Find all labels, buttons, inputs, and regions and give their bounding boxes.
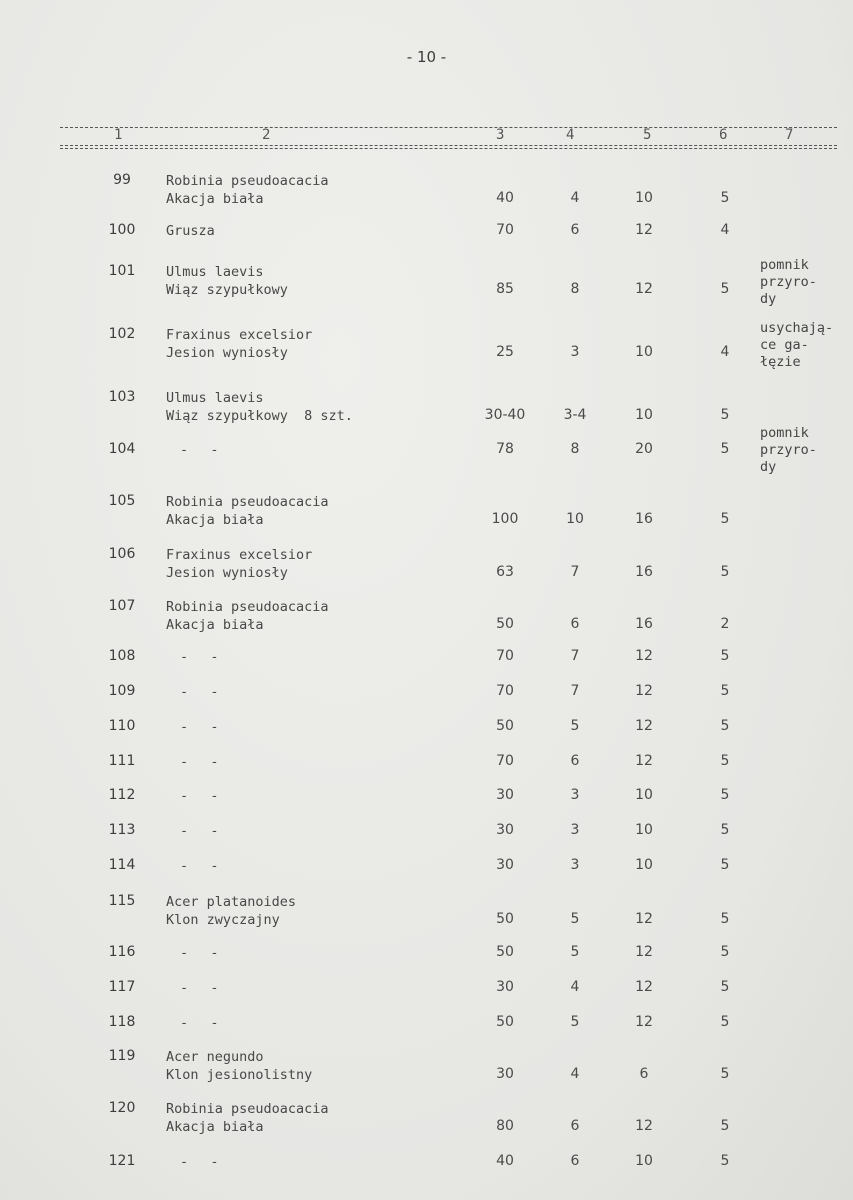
row-number: 107: [108, 598, 136, 614]
species-name: [166, 787, 221, 805]
column-5-value: 10: [635, 1153, 653, 1169]
column-header-3: 3: [496, 127, 505, 143]
column-3-value: 80: [496, 1118, 514, 1134]
species-name: [166, 753, 221, 771]
column-5-value: 12: [635, 683, 653, 699]
row-number: 106: [108, 546, 136, 562]
column-4-value: 5: [570, 718, 580, 734]
species-name: [166, 1014, 221, 1032]
species-name: [166, 598, 329, 634]
column-6-value: 5: [720, 683, 730, 699]
column-4-value: 8: [570, 281, 580, 297]
column-6-value: 4: [720, 222, 730, 238]
row-number: 114: [108, 857, 136, 873]
species-name-line-1: - -: [180, 1015, 221, 1031]
species-name-line-2: Wiąz szypułkowy 8 szt.: [166, 408, 353, 424]
species-name: [166, 857, 221, 875]
species-name: [166, 683, 221, 701]
column-6-value: 5: [720, 648, 730, 664]
column-5-value: 12: [635, 222, 653, 238]
species-name: [166, 1048, 312, 1084]
row-number: 101: [108, 263, 136, 279]
column-3-value: 50: [496, 911, 514, 927]
column-5-value: 10: [635, 344, 653, 360]
page-number: - 10 -: [406, 48, 447, 66]
column-3-value: 25: [496, 344, 514, 360]
species-name-line-2: Wiąz szypułkowy: [166, 282, 288, 298]
column-4-value: 10: [566, 511, 584, 527]
column-4-value: 6: [570, 222, 580, 238]
column-6-value: 5: [720, 564, 730, 580]
column-6-value: 5: [720, 1118, 730, 1134]
column-header-5: 5: [643, 127, 652, 143]
column-5-value: 16: [635, 511, 653, 527]
remarks-note-line: ce ga-: [760, 337, 809, 353]
row-number: 111: [108, 753, 136, 769]
species-name: [166, 822, 221, 840]
column-6-value: 5: [720, 441, 730, 457]
column-3-value: 30: [496, 787, 514, 803]
column-6-value: 5: [720, 822, 730, 838]
species-name-line-1: - -: [180, 754, 221, 770]
column-6-value: 5: [720, 1014, 730, 1030]
species-name-line-1: Acer platanoides: [166, 894, 297, 910]
column-4-value: 6: [570, 616, 580, 632]
species-name: [166, 893, 296, 929]
column-4-value: 4: [570, 1066, 580, 1082]
column-5-value: 10: [635, 822, 653, 838]
column-6-value: 4: [720, 344, 730, 360]
column-header-4: 4: [566, 127, 575, 143]
column-6-value: 5: [720, 511, 730, 527]
remarks-note-line: usychają-: [760, 320, 834, 336]
species-name: [166, 389, 353, 425]
column-6-value: 5: [720, 190, 730, 206]
remarks-note-line: przyro-: [760, 442, 817, 458]
row-number: 102: [108, 326, 136, 342]
column-5-value: 10: [635, 787, 653, 803]
column-5-value: 12: [635, 718, 653, 734]
remarks-note: [760, 320, 833, 371]
column-5-value: 12: [635, 281, 653, 297]
remarks-note-line: łęzie: [760, 354, 801, 370]
species-name-line-1: - -: [180, 1154, 221, 1170]
row-number: 121: [108, 1153, 136, 1169]
row-number: 108: [108, 648, 136, 664]
row-number: 115: [108, 893, 136, 909]
column-3-value: 100: [491, 511, 519, 527]
column-header-2: 2: [262, 127, 271, 143]
column-4-value: 5: [570, 944, 580, 960]
row-number: 112: [108, 787, 136, 803]
species-name: [166, 222, 215, 240]
remarks-note-line: dy: [760, 291, 777, 307]
column-6-value: 2: [720, 616, 730, 632]
column-4-value: 8: [570, 441, 580, 457]
species-name: [166, 979, 221, 997]
column-4-value: 4: [570, 190, 580, 206]
column-4-value: 6: [570, 1118, 580, 1134]
column-3-value: 50: [496, 944, 514, 960]
species-name: [166, 493, 329, 529]
remarks-note-line: przyro-: [760, 274, 817, 290]
species-name-line-2: Akacja biała: [166, 1119, 264, 1135]
column-header-7: 7: [785, 127, 794, 143]
column-4-value: 4: [570, 979, 580, 995]
species-name-line-1: - -: [180, 945, 221, 961]
species-name-line-2: Akacja biała: [166, 617, 264, 633]
column-6-value: 5: [720, 1066, 730, 1082]
species-name: [166, 1100, 329, 1136]
row-number: 118: [108, 1014, 136, 1030]
column-5-value: 12: [635, 911, 653, 927]
column-3-value: 30: [496, 979, 514, 995]
species-name-line-1: Acer negundo: [166, 1049, 264, 1065]
species-name-line-1: Robinia pseudoacacia: [166, 1101, 329, 1117]
species-name-line-2: Akacja biała: [166, 191, 264, 207]
remarks-note-line: pomnik: [760, 257, 809, 273]
column-5-value: 12: [635, 979, 653, 995]
column-6-value: 5: [720, 944, 730, 960]
species-name-line-1: Ulmus laevis: [166, 264, 264, 280]
row-number: 117: [108, 979, 136, 995]
species-name: [166, 326, 312, 362]
species-name: [166, 1153, 221, 1171]
column-4-value: 7: [570, 648, 580, 664]
column-6-value: 5: [720, 281, 730, 297]
column-3-value: 50: [496, 616, 514, 632]
column-6-value: 5: [720, 857, 730, 873]
species-name: [166, 944, 221, 962]
species-name: [166, 172, 329, 208]
remarks-note-line: pomnik: [760, 425, 809, 441]
column-5-value: 20: [635, 441, 653, 457]
column-6-value: 5: [720, 753, 730, 769]
column-3-value: 30: [496, 822, 514, 838]
column-5-value: 10: [635, 190, 653, 206]
species-name: [166, 441, 221, 459]
species-name-line-1: - -: [180, 858, 221, 874]
column-4-value: 7: [570, 683, 580, 699]
column-6-value: 5: [720, 718, 730, 734]
column-5-value: 12: [635, 944, 653, 960]
species-name-line-2: Klon jesionolistny: [166, 1067, 313, 1083]
species-name-line-2: Klon zwyczajny: [166, 912, 280, 928]
species-name: [166, 263, 288, 299]
species-name-line-1: Fraxinus excelsior: [166, 547, 313, 563]
column-3-value: 70: [496, 648, 514, 664]
species-name-line-1: - -: [180, 684, 221, 700]
species-name: [166, 718, 221, 736]
column-4-value: 5: [570, 1014, 580, 1030]
species-name-line-2: Jesion wyniosły: [166, 345, 288, 361]
column-header-6: 6: [719, 127, 728, 143]
column-5-value: 12: [635, 1118, 653, 1134]
species-name-line-1: Ulmus laevis: [166, 390, 264, 406]
column-3-value: 85: [496, 281, 514, 297]
column-3-value: 63: [496, 564, 514, 580]
species-name: [166, 648, 221, 666]
column-6-value: 5: [720, 407, 730, 423]
species-name-line-1: Grusza: [166, 223, 215, 239]
column-3-value: 30: [496, 857, 514, 873]
species-name-line-1: Fraxinus excelsior: [166, 327, 313, 343]
header-rule-bottom-double: [60, 148, 837, 149]
row-number: 104: [108, 441, 136, 457]
column-6-value: 5: [720, 979, 730, 995]
column-3-value: 50: [496, 1014, 514, 1030]
table-header: [60, 118, 837, 152]
species-name-line-1: - -: [180, 442, 221, 458]
column-4-value: 6: [570, 753, 580, 769]
column-3-value: 70: [496, 683, 514, 699]
column-3-value: 30: [496, 1066, 514, 1082]
row-number: 109: [108, 683, 136, 699]
column-3-value: 40: [496, 1153, 514, 1169]
column-5-value: 16: [635, 564, 653, 580]
column-3-value: 30-40: [484, 407, 526, 423]
species-name-line-1: Robinia pseudoacacia: [166, 173, 329, 189]
row-number: 99: [113, 172, 131, 188]
column-3-value: 78: [496, 441, 514, 457]
species-name-line-1: - -: [180, 823, 221, 839]
row-number: 116: [108, 944, 136, 960]
column-5-value: 12: [635, 648, 653, 664]
species-name-line-1: - -: [180, 719, 221, 735]
column-5-value: 6: [639, 1066, 649, 1082]
column-3-value: 70: [496, 753, 514, 769]
column-5-value: 16: [635, 616, 653, 632]
column-5-value: 10: [635, 407, 653, 423]
row-number: 120: [108, 1100, 136, 1116]
column-header-1: 1: [114, 127, 123, 143]
species-name-line-1: - -: [180, 980, 221, 996]
column-4-value: 7: [570, 564, 580, 580]
species-name-line-1: - -: [180, 649, 221, 665]
row-number: 113: [108, 822, 136, 838]
species-name-line-2: Jesion wyniosły: [166, 565, 288, 581]
row-number: 119: [108, 1048, 136, 1064]
row-number: 105: [108, 493, 136, 509]
row-number: 103: [108, 389, 136, 405]
column-4-value: 3: [570, 787, 580, 803]
column-4-value: 3: [570, 857, 580, 873]
column-3-value: 70: [496, 222, 514, 238]
column-4-value: 6: [570, 1153, 580, 1169]
column-5-value: 10: [635, 857, 653, 873]
column-5-value: 12: [635, 753, 653, 769]
species-name-line-1: Robinia pseudoacacia: [166, 494, 329, 510]
column-6-value: 5: [720, 787, 730, 803]
column-5-value: 12: [635, 1014, 653, 1030]
header-rule-bottom: [60, 145, 837, 146]
column-6-value: 5: [720, 1153, 730, 1169]
column-4-value: 3: [570, 822, 580, 838]
column-4-value: 5: [570, 911, 580, 927]
species-name-line-1: Robinia pseudoacacia: [166, 599, 329, 615]
column-4-value: 3: [570, 344, 580, 360]
column-3-value: 50: [496, 718, 514, 734]
row-number: 110: [108, 718, 136, 734]
column-3-value: 40: [496, 190, 514, 206]
remarks-note: [760, 257, 817, 308]
species-name-line-1: - -: [180, 788, 221, 804]
species-name-line-2: Akacja biała: [166, 512, 264, 528]
remarks-note-line: dy: [760, 459, 777, 475]
column-4-value: 3-4: [563, 407, 587, 423]
species-name: [166, 546, 312, 582]
column-6-value: 5: [720, 911, 730, 927]
row-number: 100: [108, 222, 136, 238]
remarks-note: [760, 425, 817, 476]
